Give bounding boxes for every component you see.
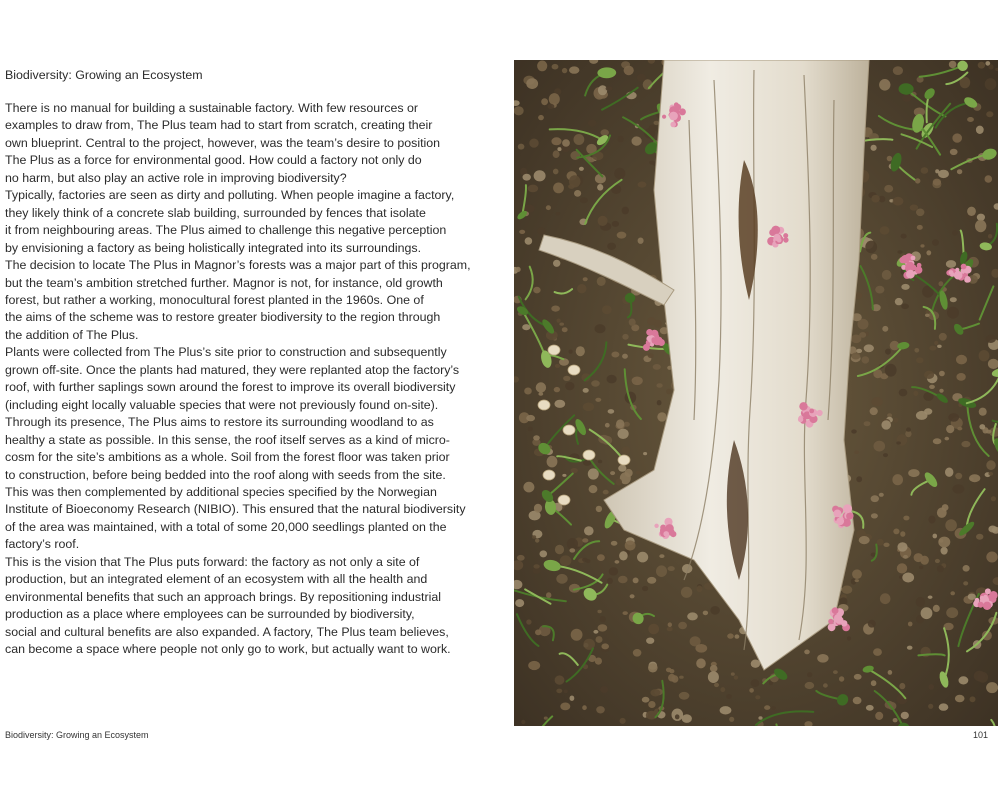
body-line: healthy a state as possible. In this sense, the roof itself serves as a kind of micro- xyxy=(5,432,450,447)
page-heading: Biodiversity: Growing an Ecosystem xyxy=(5,68,203,82)
body-line: production, but an integrated element of an ecosystem with all the health and xyxy=(5,572,428,587)
body-line: Institute of Bioeconomy Research (NIBIO). This ensured that the natural biodiversity xyxy=(5,502,466,517)
body-line: (including eight locally valuable species that were not previously found on-site). xyxy=(5,397,439,412)
body-line: Typically, factories are seen as dirty and polluting. When people imagine a factory, xyxy=(5,188,455,203)
body-line: can become a space where people not only go to work, but actually want to work. xyxy=(5,642,451,657)
page-number: 101 xyxy=(972,730,988,740)
body-line: to construction, before being bedded into the roof along with seeds from the site. xyxy=(5,467,446,482)
body-line: cosm for the site’s ambitions as a whole. Soil from the forest floor was taken prior xyxy=(5,450,450,465)
body-line: the addition of The Plus. xyxy=(5,327,139,342)
body-line: no harm, but also play an active role in improving biodiversity? xyxy=(5,170,347,185)
body-line: factory’s roof. xyxy=(5,537,80,552)
body-text xyxy=(5,100,505,659)
body-line: they likely think of a concrete slab building, surrounded by fences that isolate xyxy=(5,205,426,220)
body-line: the aims of the scheme was to restore greater biodiversity to the region through xyxy=(5,310,441,325)
body-line: it from neighbouring areas. The Plus aimed to challenge this negative perception xyxy=(5,223,447,238)
body-line: roof, with further saplings sown around the forest to improve its overall biodiversity xyxy=(5,380,456,395)
body-line: Through its presence, The Plus aims to restore its surrounding woodland to as xyxy=(5,415,434,430)
forest-floor-photo xyxy=(514,60,998,726)
body-line: There is no manual for building a sustainable factory. With few resources or xyxy=(5,101,418,115)
body-line: The decision to locate The Plus in Magnor’s forests was a major part of this program, xyxy=(5,258,471,273)
body-line: forest, but rather a working, monocultural forest planted in the 1960s. One of xyxy=(5,292,424,307)
footer-title: Biodiversity: Growing an Ecosystem xyxy=(5,730,149,740)
body-line: own blueprint. Central to the project, however, was the team’s desire to position xyxy=(5,135,441,150)
body-line: by envisioning a factory as being holistically integrated into its surroundings. xyxy=(5,240,422,255)
body-line: This is the vision that The Plus puts forward: the factory as not only a site of xyxy=(5,554,420,569)
body-line: environmental benefits that such an approach brings. By repositioning industrial xyxy=(5,589,441,604)
body-line: The Plus as a force for environmental good. How could a factory not only do xyxy=(5,153,422,168)
body-line: social and cultural benefits are also expanded. A factory, The Plus team believes, xyxy=(5,624,449,639)
body-line: but the team’s ambition stretched further. Magnor is not, for instance, old growth xyxy=(5,275,443,290)
body-line: production as a place where employees can be surrounded by biodiversity, xyxy=(5,607,415,622)
body-line: This was then complemented by additional species specified by the Norwegian xyxy=(5,484,437,499)
body-line: examples to draw from, The Plus team had to start from scratch, creating their xyxy=(5,118,433,133)
body-line: Plants were collected from The Plus’s site prior to construction and subsequently xyxy=(5,345,447,360)
body-line: grown off-site. Once the plants had matured, they were replanted atop the factory’s xyxy=(5,362,460,377)
body-line: of the area was maintained, with a total of some 20,000 seedlings planted on the xyxy=(5,519,447,534)
